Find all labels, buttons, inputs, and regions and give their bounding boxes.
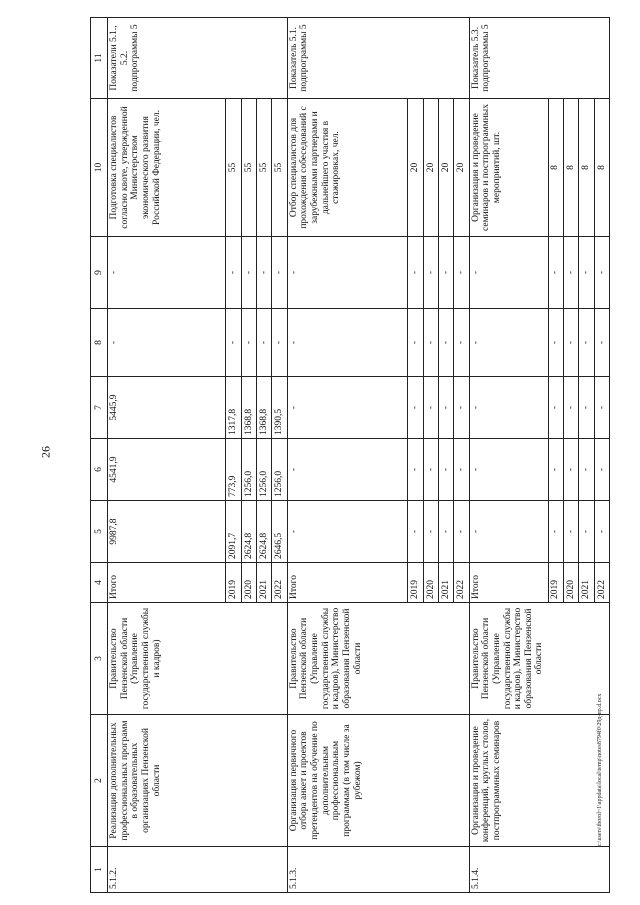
total-value: -: [469, 237, 548, 309]
year-value: -: [257, 309, 272, 377]
year-value: -: [423, 377, 438, 439]
year-indicator-value: 8: [594, 99, 609, 237]
year-value: -: [408, 377, 423, 439]
header-cell: 7: [91, 377, 108, 439]
year-label: 2022: [454, 563, 469, 603]
activity-code: 5.1.2.: [108, 847, 288, 893]
year-value: -: [579, 501, 594, 563]
year-value: -: [272, 309, 287, 377]
total-label: Итого: [469, 563, 548, 603]
indicator-name: Подготовка специалистов согласно квоте, утвержденной Министерством экономического развития Российской Федерации, чел.: [108, 99, 226, 237]
header-cell: 6: [91, 439, 108, 501]
year-value: -: [579, 439, 594, 501]
year-label: 2020: [563, 563, 578, 603]
program-activities-table: [90, 17, 610, 893]
total-value: -: [108, 309, 226, 377]
indicator-link: Показатель 5.1. подпрограммы 5: [287, 18, 469, 99]
header-cell: 9: [91, 237, 108, 309]
footer-file-path: c:\users\iborol~1\appdata\local\temp\notes8794f0\29д-пр.d.ocx: [597, 693, 603, 847]
indicator-link: Показатель 5.3. подпрограммы 5: [469, 18, 609, 99]
year-value: -: [226, 237, 241, 309]
year-value: 773,9: [226, 439, 241, 501]
header-cell: 11: [91, 18, 108, 99]
year-indicator-value: 20: [454, 99, 469, 237]
total-label: Итого: [287, 563, 408, 603]
year-value: -: [439, 377, 454, 439]
year-value: -: [579, 237, 594, 309]
year-label: 2020: [423, 563, 438, 603]
year-value: -: [454, 237, 469, 309]
activity-code: 5.1.4.: [469, 847, 609, 893]
year-value: -: [548, 377, 563, 439]
year-value: -: [563, 439, 578, 501]
total-value: -: [469, 501, 548, 563]
year-value: 2624,8: [257, 501, 272, 563]
year-value: 1317,8: [226, 377, 241, 439]
year-indicator-value: 55: [241, 99, 256, 237]
year-value: -: [548, 501, 563, 563]
year-indicator-value: 20: [408, 99, 423, 237]
year-value: -: [439, 439, 454, 501]
year-value: -: [257, 237, 272, 309]
header-row: [91, 18, 108, 893]
year-value: -: [241, 309, 256, 377]
activity-executor: Правительство Пензенской области (Управление государственной службы и кадров), Министерство образования Пензенской области: [287, 603, 469, 715]
indicator-link: Показатели 5.1., 5.2. подпрограммы 5: [108, 18, 288, 99]
year-value: -: [579, 309, 594, 377]
header-cell: 1: [91, 847, 108, 893]
year-value: -: [423, 439, 438, 501]
year-value: -: [594, 501, 609, 563]
indicator-name: Отбор специалистов для прохождения собеседований с зарубежными партнерами и дальнейшего участия в стажировках, чел.: [287, 99, 408, 237]
year-value: -: [563, 377, 578, 439]
activity-name: Организация и проведение конференций, круглых столов, постпрограммных семинаров: [469, 715, 609, 847]
table-row: [469, 18, 548, 893]
total-label: Итого: [108, 563, 226, 603]
year-label: 2022: [272, 563, 287, 603]
year-value: -: [563, 501, 578, 563]
year-value: -: [439, 309, 454, 377]
year-value: -: [548, 237, 563, 309]
year-value: -: [408, 501, 423, 563]
year-indicator-value: 20: [423, 99, 438, 237]
year-value: -: [439, 501, 454, 563]
year-value: -: [594, 439, 609, 501]
activity-executor: Правительство Пензенской области (Управление государственной службы и кадров), Министерство образования Пензенской области: [469, 603, 609, 715]
activity-name: Организация первичного отбора анкет и проектов претендентов на обучение по дополнительным профессиональным программам (в том числе за рубежом): [287, 715, 469, 847]
year-label: 2019: [408, 563, 423, 603]
year-value: -: [423, 309, 438, 377]
year-value: -: [548, 439, 563, 501]
year-value: -: [408, 309, 423, 377]
year-value: -: [548, 309, 563, 377]
header-cell: 10: [91, 99, 108, 237]
year-value: 2624,8: [241, 501, 256, 563]
year-value: -: [423, 237, 438, 309]
activity-executor: Правительство Пензенской области (Управление государственной службы и кадров): [108, 603, 288, 715]
year-value: -: [454, 377, 469, 439]
header-cell: 3: [91, 603, 108, 715]
year-value: -: [423, 501, 438, 563]
year-label: 2021: [579, 563, 594, 603]
total-value: 4541,9: [108, 439, 226, 501]
table-row: [287, 18, 408, 893]
header-cell: 2: [91, 715, 108, 847]
year-indicator-value: 8: [563, 99, 578, 237]
total-value: -: [469, 377, 548, 439]
rotated-table-container: [90, 18, 610, 893]
year-value: 1256,0: [241, 439, 256, 501]
header-cell: 5: [91, 501, 108, 563]
year-value: 1368,8: [257, 377, 272, 439]
year-label: 2019: [226, 563, 241, 603]
year-indicator-value: 55: [272, 99, 287, 237]
year-value: -: [563, 309, 578, 377]
year-indicator-value: 8: [579, 99, 594, 237]
year-label: 2021: [439, 563, 454, 603]
year-value: 1256,0: [272, 439, 287, 501]
total-value: -: [108, 237, 226, 309]
year-value: 1256,0: [257, 439, 272, 501]
page-number: 26: [38, 446, 53, 458]
year-label: 2020: [241, 563, 256, 603]
year-value: 2646,5: [272, 501, 287, 563]
year-indicator-value: 20: [439, 99, 454, 237]
header-cell: 8: [91, 309, 108, 377]
total-value: -: [287, 501, 408, 563]
year-value: -: [563, 237, 578, 309]
year-value: -: [408, 439, 423, 501]
year-label: 2022: [594, 563, 609, 603]
year-value: -: [439, 237, 454, 309]
year-value: -: [454, 309, 469, 377]
activity-name: Реализация дополнительных профессиональных программ в образовательных организациях Пензенской области: [108, 715, 288, 847]
indicator-name: Организация и проведение семинаров и постпрограммных мероприятий, шт.: [469, 99, 548, 237]
year-value: -: [408, 237, 423, 309]
total-value: 5445,9: [108, 377, 226, 439]
total-value: 9987,8: [108, 501, 226, 563]
year-indicator-value: 55: [226, 99, 241, 237]
year-value: -: [579, 377, 594, 439]
total-value: -: [287, 237, 408, 309]
total-value: -: [287, 377, 408, 439]
year-value: -: [594, 237, 609, 309]
total-value: -: [469, 439, 548, 501]
header-cell: 4: [91, 563, 108, 603]
year-indicator-value: 55: [257, 99, 272, 237]
activity-code: 5.1.3.: [287, 847, 469, 893]
year-indicator-value: 8: [548, 99, 563, 237]
year-label: 2019: [548, 563, 563, 603]
year-value: -: [594, 377, 609, 439]
year-value: -: [272, 237, 287, 309]
year-value: -: [594, 309, 609, 377]
total-value: -: [287, 439, 408, 501]
table-row: [108, 18, 226, 893]
year-value: 2091,7: [226, 501, 241, 563]
year-label: 2021: [257, 563, 272, 603]
year-value: 1368,8: [241, 377, 256, 439]
year-value: -: [454, 439, 469, 501]
year-value: -: [226, 309, 241, 377]
year-value: -: [454, 501, 469, 563]
year-value: 1390,5: [272, 377, 287, 439]
total-value: -: [469, 309, 548, 377]
year-value: -: [241, 237, 256, 309]
total-value: -: [287, 309, 408, 377]
